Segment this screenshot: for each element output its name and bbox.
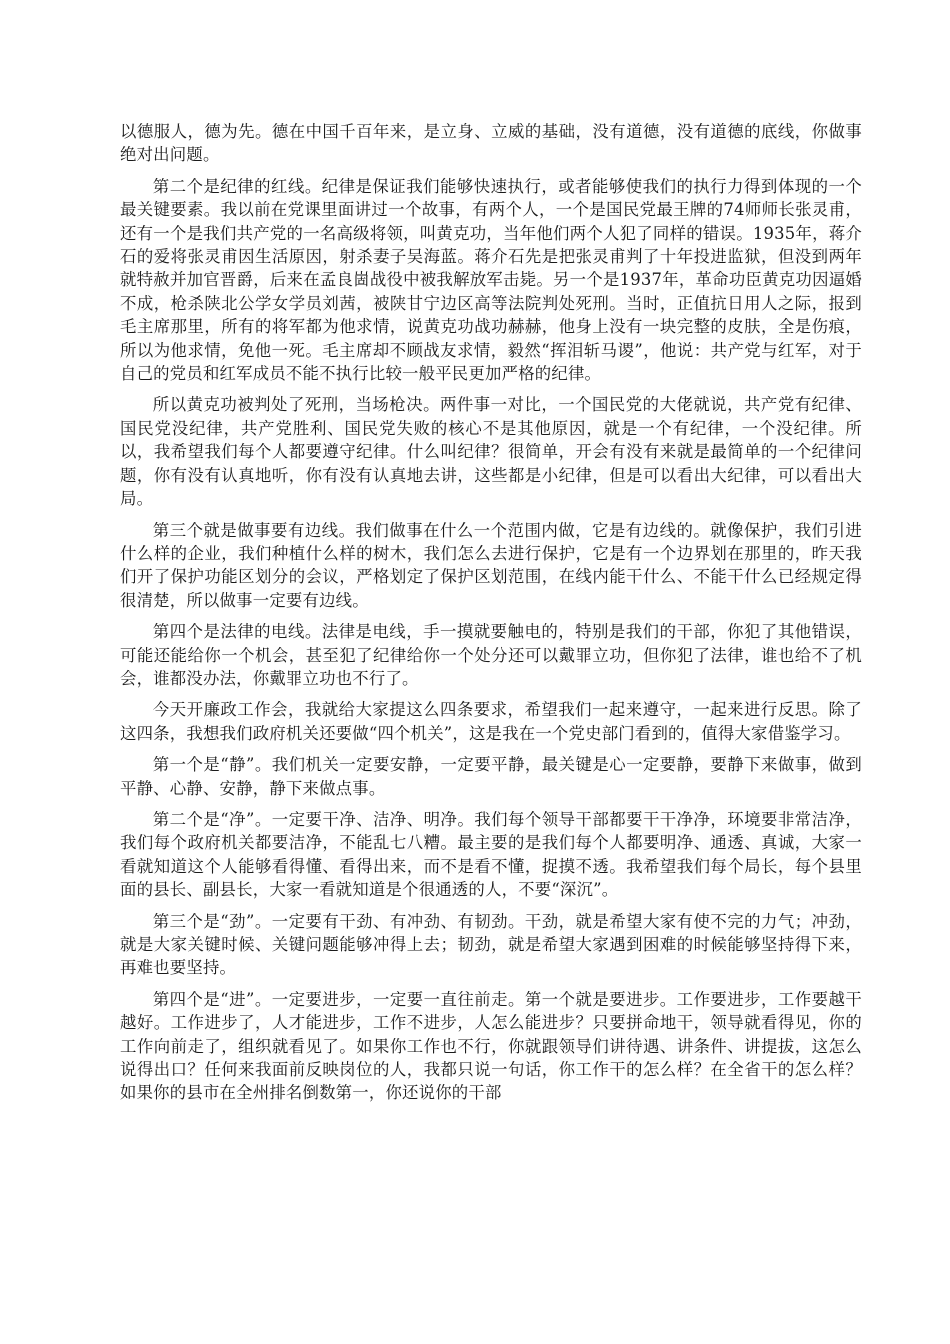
paragraph-4: 第三个就是做事要有边线。我们做事在什么一个范围内做，它是有边线的。就像保护，我们引进什么样的企业，我们种植什么样的树木，我们怎么去进行保护，它是有一个边界划在那里的，昨天我们开了保护功能区划分的会议，严格划定了保护区划范围，在线内能干什么、不能干什么已经规定得很清楚，所以做事一定要有边线。	[120, 520, 862, 610]
document-body	[120, 120, 862, 1113]
paragraph-6: 今天开廉政工作会，我就给大家提这么四条要求，希望我们一起来遵守，一起来进行反思。除了这四条，我想我们政府机关还要做“四个机关”，这是我在一个党史部门看到的，值得大家借鉴学习。	[120, 700, 862, 743]
paragraph-1: 以德服人，德为先。德在中国千百年来，是立身、立威的基础，没有道德，没有道德的底线，你做事绝对出问题。	[120, 122, 862, 165]
paragraph-3: 所以黄克功被判处了死刑，当场枪决。两件事一对比，一个国民党的大佬就说，共产党有纪律、国民党没纪律，共产党胜利、国民党失败的核心不是其他原因，就是一个有纪律，一个没纪律。所以，我希望我们每个人都要遵守纪律。什么叫纪律？很简单，开会有没有来就是最简单的一个纪律问题，你有没有认真地听，你有没有认真地去讲，这些都是小纪律，但是可以看出大纪律，可以看出大局。	[120, 395, 862, 509]
paragraph-8: 第二个是“净”。一定要干净、洁净、明净。我们每个领导干部都要干干净净，环境要非常洁净，我们每个政府机关都要洁净，不能乱七八糟。最主要的是我们每个人都要明净、通透、真诚，大家一看就知道这个人能够看得懂、看得出来，而不是看不懂，捉摸不透。我希望我们每个局长，每个县里面的县长、副县长，大家一看就知道是个很通透的人，不要“深沉”。	[120, 809, 862, 900]
paragraph-5: 第四个是法律的电线。法律是电线，手一摸就要触电的，特别是我们的干部，你犯了其他错误，可能还能给你一个机会，甚至犯了纪律给你一个处分还可以戴罪立功，但你犯了法律，谁也给不了机会，谁都没办法，你戴罪立功也不行了。	[120, 622, 862, 688]
paragraph-2: 第二个是纪律的红线。纪律是保证我们能够快速执行，或者能够使我们的执行力得到体现的一个最关键要素。我以前在党课里面讲过一个故事，有两个人，一个是国民党最王牌的74师师长张灵甫，还有一个是我们共产党的一名高级将领，叫黄克功，当年他们两个人犯了同样的错误。1935年，蒋介石的爱将张灵甫因生活原因，射杀妻子吴海蓝。蒋介石先是把张灵甫判了十年投进监狱，但没到两年就特赦并加官晋爵，后来在孟良崮战役中被我解放军击毙。另一个是1937年，革命功臣黄克功因逼婚不成，枪杀陕北公学女学员刘茜，被陕甘宁边区高等法院判处死刑。当时，正值抗日用人之际，报到毛主席那里，所有的将军都为他求情，说黄克功战功赫赫，他身上没有一块完整的皮肤，全是伤痕，所以为他求情，免他一死。毛主席却不顾战友求情，毅然“挥泪斩马谡”，他说：共产党与红军，对于自己的党员和红军成员不能不执行比较一般平民更加严格的纪律。	[120, 176, 862, 384]
paragraph-9: 第三个是“劲”。一定要有干劲、有冲劲、有韧劲。干劲，就是希望大家有使不完的力气；冲劲，就是大家关键时候、关键问题能够冲得上去；韧劲，就是希望大家遇到困难的时候能够坚持得下来，再难也要坚持。	[120, 911, 862, 978]
paragraph-10: 第四个是“进”。一定要进步，一定要一直往前走。第一个就是要进步。工作要进步，工作要越干越好。工作进步了，人才能进步，工作不进步，人怎么能进步？只要拼命地干，领导就看得见，你的工作向前走了，组织就看见了。如果你工作也不行，你就跟领导们讲待遇、讲条件、讲提拔，这怎么说得出口？任何来我面前反映岗位的人，我都只说一句话，你工作干的怎么样？在全省干的怎么样？如果你的县市在全州排名倒数第一，你还说你的干部	[120, 989, 862, 1103]
paragraph-7: 第一个是“静”。我们机关一定要安静，一定要平静，最关键是心一定要静，要静下来做事，做到平静、心静、安静，静下来做点事。	[120, 755, 862, 798]
